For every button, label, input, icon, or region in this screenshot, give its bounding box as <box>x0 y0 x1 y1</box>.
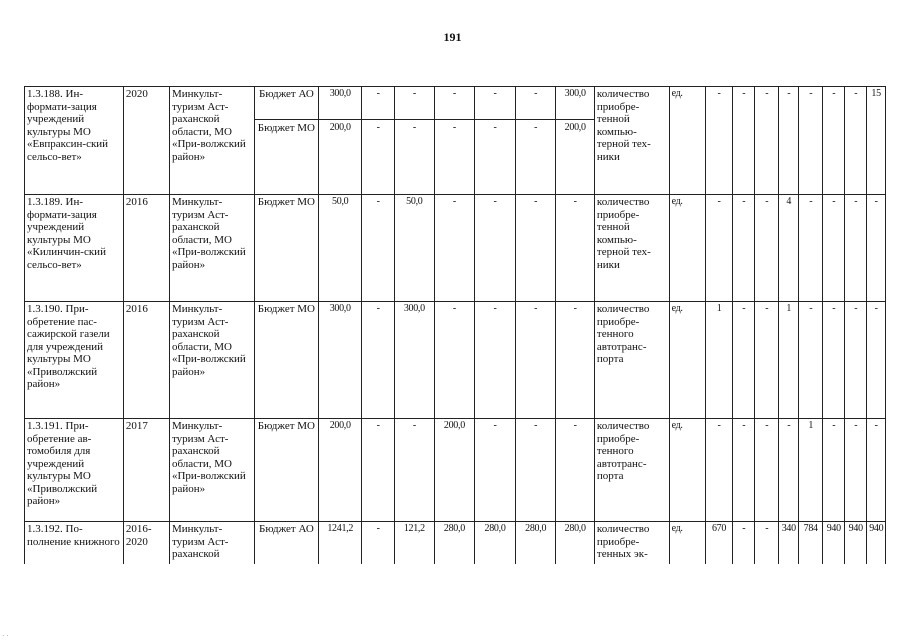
budget-value-cell <box>475 522 516 565</box>
budget-value-cell <box>362 195 395 302</box>
budget-value-cell <box>395 419 435 522</box>
budget-source: Бюджет АО <box>259 523 314 535</box>
indicator-value-cell: - <box>823 87 845 195</box>
executor-cell: Минкульт-туризм Аст-раханской области, МО «При-волжский район» <box>169 419 254 522</box>
budget-value-cell <box>362 419 395 522</box>
budget-value-cell <box>434 302 475 419</box>
indicator-value-cell: - <box>779 87 799 195</box>
budget-value: - <box>376 196 380 207</box>
budget-source: Бюджет МО <box>257 303 315 315</box>
indicator-value-cell: - <box>733 302 755 419</box>
program-table <box>24 86 886 564</box>
budget-value: 280,0 <box>525 523 547 534</box>
budget-value-cell <box>434 87 475 195</box>
budget-value: 300,0 <box>403 303 425 314</box>
budget-value: - <box>475 119 515 135</box>
budget-value-cell <box>395 195 435 302</box>
budget-value: - <box>452 88 456 99</box>
unit-cell: ед. <box>669 87 705 195</box>
budget-value: - <box>376 523 380 534</box>
budget-value-cell <box>475 195 516 302</box>
budget-value: - <box>493 196 497 207</box>
indicator-value-cell: - <box>867 195 886 302</box>
budget-value-cell <box>434 419 475 522</box>
budget-value: - <box>452 303 456 314</box>
unit-cell: ед. <box>669 302 705 419</box>
budget-value: 200,0 <box>329 420 351 431</box>
table-row <box>25 522 886 565</box>
budget-value-cell <box>395 522 435 565</box>
budget-value-cell <box>515 419 556 522</box>
executor-cell: Минкульт-туризм Аст-раханской области, МО «При-волжский район» <box>169 302 254 419</box>
budget-value: - <box>573 303 577 314</box>
budget-value: 121,2 <box>403 523 425 534</box>
budget-value-cell <box>319 195 362 302</box>
indicator-value-cell: - <box>733 195 755 302</box>
budget-value-cell <box>515 522 556 565</box>
budget-source-cell <box>254 302 319 419</box>
year-cell: 2016-2020 <box>123 522 169 565</box>
table-row <box>25 87 886 195</box>
indicator-value-cell: - <box>845 302 867 419</box>
measure-id-cell: 1.3.189. Ин-формати-зация учреждений культуры МО «Килинчин-ский сельсо-вет» <box>25 195 124 302</box>
table-row <box>25 419 886 522</box>
indicator-value-cell: - <box>733 87 755 195</box>
indicator-value-cell: 1 <box>705 302 732 419</box>
budget-value: 50,0 <box>406 196 423 207</box>
budget-value: - <box>493 303 497 314</box>
indicator-cell: количество приобре-тенной компью-терной тех-ники <box>594 195 669 302</box>
budget-value-cell <box>556 87 594 195</box>
corner-mark: · · <box>2 632 9 640</box>
indicator-value-cell: - <box>705 87 732 195</box>
budget-value: - <box>412 420 416 431</box>
indicator-value-cell: - <box>733 522 755 565</box>
executor-cell: Минкульт-туризм Аст-раханской <box>169 522 254 565</box>
year-cell: 2016 <box>123 195 169 302</box>
budget-value: - <box>395 119 434 135</box>
budget-value-cell <box>515 87 556 195</box>
indicator-value-cell: 4 <box>779 195 799 302</box>
budget-value-cell <box>434 522 475 565</box>
budget-source-cell <box>254 87 319 195</box>
budget-value: 200,0 <box>443 420 465 431</box>
indicator-value-cell: 940 <box>867 522 886 565</box>
budget-source: Бюджет МО <box>257 196 315 208</box>
budget-value-cell <box>319 522 362 565</box>
budget-value-cell <box>395 302 435 419</box>
unit-cell: ед. <box>669 522 705 565</box>
budget-value: - <box>573 420 577 431</box>
page-number: 191 <box>443 30 462 44</box>
budget-value-cell <box>475 87 516 195</box>
budget-value: 300,0 <box>329 88 351 99</box>
budget-value: 200,0 <box>319 119 361 135</box>
budget-value: 300,0 <box>564 88 586 99</box>
indicator-value-cell: - <box>867 419 886 522</box>
indicator-value-cell: - <box>755 302 779 419</box>
indicator-value-cell: - <box>823 302 845 419</box>
budget-value-cell <box>395 87 435 195</box>
budget-value: - <box>534 420 538 431</box>
budget-value-cell <box>362 522 395 565</box>
budget-value: 50,0 <box>332 196 349 207</box>
budget-value: 280,0 <box>564 523 586 534</box>
budget-value-cell <box>556 195 594 302</box>
year-cell: 2017 <box>123 419 169 522</box>
indicator-value-cell: 340 <box>779 522 799 565</box>
budget-value: - <box>493 420 497 431</box>
indicator-value-cell: 940 <box>845 522 867 565</box>
indicator-cell: количество приобре-тенного автотранс-порта <box>594 419 669 522</box>
budget-value: - <box>534 303 538 314</box>
budget-value: - <box>435 119 475 135</box>
budget-value-cell <box>556 419 594 522</box>
year-cell: 2020 <box>123 87 169 195</box>
unit-cell: ед. <box>669 419 705 522</box>
budget-value-cell <box>319 302 362 419</box>
budget-value-cell <box>319 419 362 522</box>
indicator-value-cell: - <box>755 87 779 195</box>
indicator-value-cell: 670 <box>705 522 732 565</box>
indicator-value-cell: - <box>799 195 823 302</box>
indicator-value-cell: - <box>755 195 779 302</box>
indicator-cell: количество приобре-тенных эк- <box>594 522 669 565</box>
table-row <box>25 302 886 419</box>
indicator-value-cell: - <box>705 195 732 302</box>
budget-value: - <box>516 119 556 135</box>
year-cell: 2016 <box>123 302 169 419</box>
budget-value-cell <box>515 302 556 419</box>
budget-source-cell <box>254 522 319 565</box>
budget-value: 300,0 <box>329 303 351 314</box>
budget-source-cell <box>254 419 319 522</box>
indicator-value-cell: - <box>823 195 845 302</box>
indicator-value-cell: - <box>845 419 867 522</box>
budget-value: - <box>493 88 497 99</box>
indicator-value-cell: - <box>823 419 845 522</box>
indicator-value-cell: - <box>733 419 755 522</box>
indicator-value-cell: 940 <box>823 522 845 565</box>
budget-value-cell <box>362 87 395 195</box>
budget-source: Бюджет МО <box>255 119 319 135</box>
indicator-value-cell: - <box>779 419 799 522</box>
budget-value: - <box>376 88 380 99</box>
budget-value-cell <box>556 522 594 565</box>
budget-value-cell <box>475 302 516 419</box>
budget-source: Бюджет МО <box>257 420 315 432</box>
indicator-value-cell: - <box>799 87 823 195</box>
measure-id-cell: 1.3.191. При-обретение ав-томобиля для учреждений культуры МО «Приволжский район» <box>25 419 124 522</box>
indicator-value-cell: - <box>845 195 867 302</box>
measure-id-cell: 1.3.192. По-полнение книжного <box>25 522 124 565</box>
budget-value: - <box>573 196 577 207</box>
budget-value: - <box>452 196 456 207</box>
budget-value-cell <box>362 302 395 419</box>
indicator-value-cell: - <box>845 87 867 195</box>
measure-id-cell: 1.3.188. Ин-формати-зация учреждений культуры МО «Евпраксин-ский сельсо-вет» <box>25 87 124 195</box>
executor-cell: Минкульт-туризм Аст-раханской области, МО «При-волжский район» <box>169 87 254 195</box>
budget-value: - <box>376 420 380 431</box>
indicator-value-cell: 784 <box>799 522 823 565</box>
indicator-value-cell: 15 <box>867 87 886 195</box>
budget-value: - <box>376 303 380 314</box>
indicator-value-cell: - <box>867 302 886 419</box>
budget-value-cell <box>475 419 516 522</box>
indicator-value-cell: 1 <box>799 419 823 522</box>
budget-source: Бюджет АО <box>259 88 314 100</box>
indicator-cell: количество приобре-тенной компью-терной тех-ники <box>594 87 669 195</box>
indicator-value-cell: 1 <box>779 302 799 419</box>
budget-value: - <box>534 88 538 99</box>
indicator-value-cell: - <box>755 419 779 522</box>
unit-cell: ед. <box>669 195 705 302</box>
budget-value-cell <box>556 302 594 419</box>
table-frame <box>24 86 886 564</box>
budget-value: - <box>362 119 394 135</box>
budget-value: 280,0 <box>484 523 506 534</box>
indicator-cell: количество приобре-тенного автотранс-порта <box>594 302 669 419</box>
budget-value: - <box>412 88 416 99</box>
budget-value: - <box>534 196 538 207</box>
budget-value-cell <box>319 87 362 195</box>
indicator-value-cell: - <box>705 419 732 522</box>
table-row <box>25 195 886 302</box>
budget-value: 280,0 <box>443 523 465 534</box>
indicator-value-cell: - <box>799 302 823 419</box>
executor-cell: Минкульт-туризм Аст-раханской области, МО «При-волжский район» <box>169 195 254 302</box>
measure-id-cell: 1.3.190. При-обретение пас-сажирской газели для учреждений культуры МО «Приволжский район» <box>25 302 124 419</box>
budget-value: 1241,2 <box>327 523 354 534</box>
budget-value-cell <box>515 195 556 302</box>
indicator-value-cell: - <box>755 522 779 565</box>
budget-value: 200,0 <box>556 119 593 135</box>
budget-value-cell <box>434 195 475 302</box>
budget-source-cell <box>254 195 319 302</box>
